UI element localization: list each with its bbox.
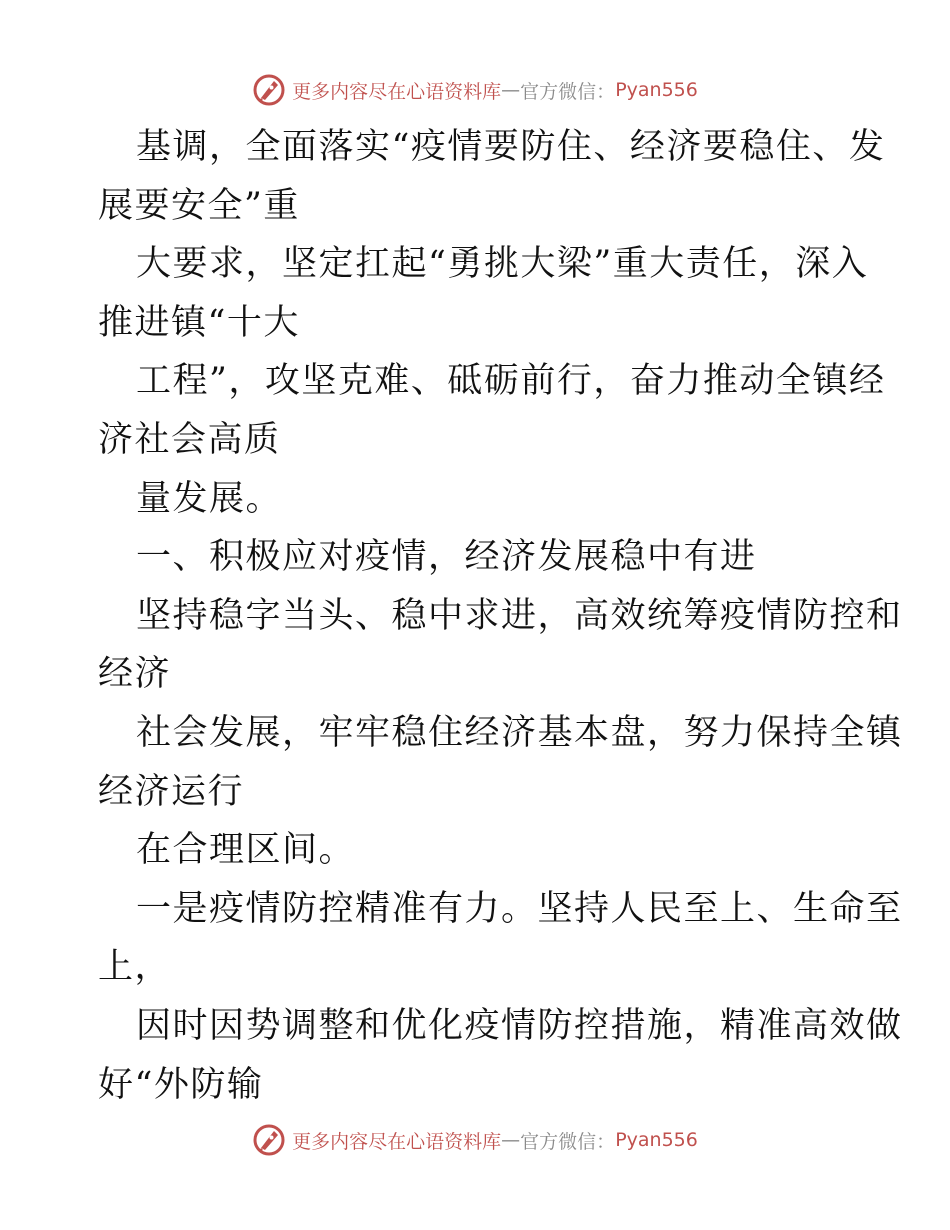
text-line: 量发展。 (136, 478, 283, 519)
text-line: 上， (98, 947, 172, 988)
text-line: 推进镇“十大 (98, 302, 300, 343)
watermark-title: 更多内容尽在心语资料库 (292, 80, 502, 103)
text-line: 好“外防输 (98, 1064, 264, 1105)
watermark-separator: — (501, 79, 521, 101)
text-line: 济社会高质 (98, 419, 281, 460)
text-line: 展要安全”重 (98, 185, 300, 226)
text-line: 大要求，坚定扛起“勇挑大梁”重大责任，深入 (136, 244, 869, 285)
document-body (98, 118, 903, 1114)
text-line: 经济 (98, 654, 172, 695)
watermark-title: 更多内容尽在心语资料库 (292, 1130, 502, 1153)
text-line: 因时因势调整和优化疫情防控措施，精准高效做 (136, 1005, 903, 1046)
text-line: 经济运行 (98, 771, 245, 812)
text-line: 一是疫情防控精准有力。坚持人民至上、生命至 (136, 888, 903, 929)
text-line: 基调，全面落实“疫情要防住、经济要稳住、发 (136, 127, 886, 167)
watermark-label: 官方微信： (520, 80, 616, 103)
text-line: 坚持稳字当头、稳中求进，高效统筹疫情防控和 (136, 595, 903, 636)
watermark-id: Pyan556 (615, 79, 698, 101)
watermark-separator: — (501, 1129, 521, 1151)
text-line: 一、积极应对疫情，经济发展稳中有进 (136, 537, 757, 578)
pen-nib-logo-icon (252, 73, 286, 107)
footer-watermark (0, 1120, 950, 1160)
text-line: 工程”，攻坚克难、砥砺前行，奋力推动全镇经 (136, 361, 886, 402)
watermark-label: 官方微信： (520, 1130, 616, 1153)
header-watermark (0, 70, 950, 110)
pen-nib-logo-icon (252, 1123, 286, 1157)
watermark-id: Pyan556 (615, 1129, 698, 1151)
text-line: 在合理区间。 (136, 830, 356, 871)
text-line: 社会发展，牢牢稳住经济基本盘，努力保持全镇 (136, 712, 903, 753)
